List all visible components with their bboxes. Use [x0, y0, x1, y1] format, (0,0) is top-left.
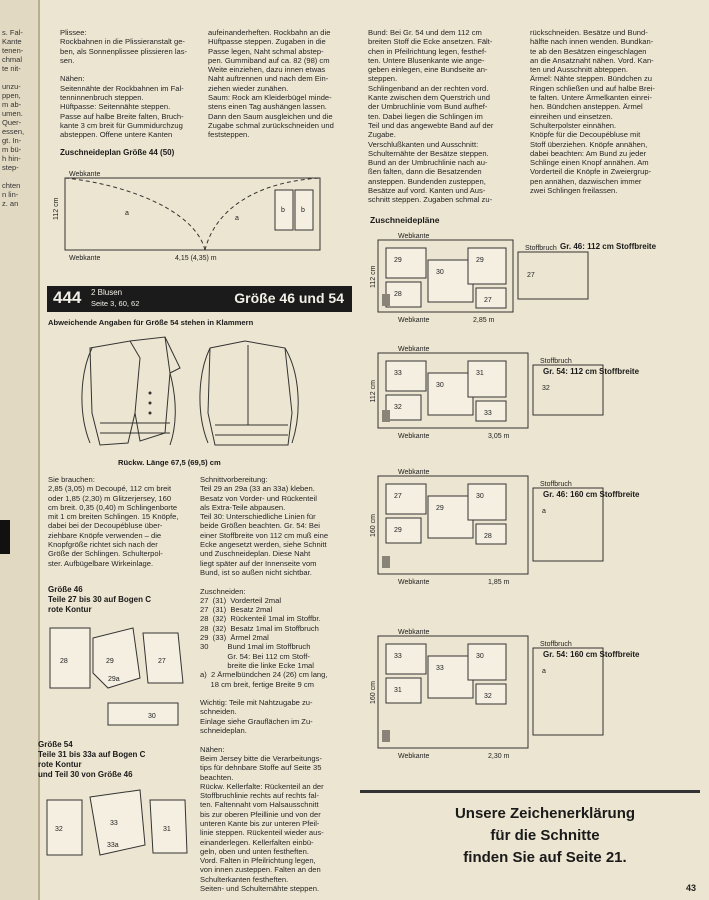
piece-label: a: [542, 508, 546, 515]
piece-label: 33a: [107, 842, 119, 849]
pattern-piece: [428, 373, 473, 415]
piece-label: 29a: [108, 676, 120, 683]
webkante-label: Webkante: [398, 753, 430, 760]
waistband-instructions: Bund: Bei Gr. 54 und dem 112 cm breiten Stoff die Ecke ansetzen. Fält- chen in Pfeilrichtung legen, festhef- ten. Untere Blusenkante wie ange- geben einlegen, eine Bundseite an- steppen. Schlingenband an der rechten vord. Kante zwischen dem Querstrich und der Umbruchlinie vom Bund aufhef- ten. Dabei liegen die Schlingen im Teil und das angewebte Band auf der Zugabe. Verschlußkanten und Ausschnitt: Schulternähte der Besätze steppen. Bund an der Umbruchlinie nach au- ßen falten, dann die Besatzenden ansteppen. Bundenden zusteppen, Besätze auf vord. Kanten und Aus- schnitt steppen. Zugaben schmal zu-: [368, 28, 494, 205]
gutter-text-line: step-: [2, 163, 19, 172]
piece-label: 30: [148, 713, 156, 720]
webkante-label: Webkante: [398, 629, 430, 636]
gutter-text-line: essen,: [2, 127, 25, 136]
pattern-piece: [386, 518, 421, 543]
interfacing-area: [382, 730, 390, 742]
plan44-side-label: 112 cm: [53, 197, 60, 220]
finishing-instructions: rückschneiden. Besätze und Bund- hälfte nach innen wenden. Bundkan- te ab den Besätzen eingeschlagen an die Ansatznaht nähen. Vord. Kan- ten und Ausschnitt abteppen. Ärmel: Nähte steppen. Bündchen zu Ringen schließen und auf halbe Brei- te falten. Untere Ärmelkanten einrei- hen. Bündchen ansteppen. Ärmel einreihen und einsetzen. Schulterpolster einnähen. Knöpfe für die Decoupébluse mit Stoff überziehen. Knöpfe annähen, dabei beachten: Am Bund zu jeder Schlinge einen Knopf annähen. Am Vorderteil die Knöpfe in Zweiergrup- pen annähen, dazwischen immer zwei Schlingen freilassen.: [530, 28, 655, 196]
plan44-measure: 4,15 (4,35) m: [175, 255, 217, 262]
piece-label: 33: [436, 665, 444, 672]
pattern-piece: [468, 484, 506, 520]
webkante-label: Webkante: [398, 433, 430, 440]
gutter-text-line: ppen,: [2, 91, 21, 100]
stoffbruch-label: Stoffbruch: [540, 358, 572, 365]
plan44-piece: b: [301, 207, 305, 214]
piece-label: 32: [542, 385, 550, 392]
plan-caption: Gr. 54: 160 cm Stoffbreite: [543, 650, 640, 659]
plan44-piece: b: [281, 207, 285, 214]
pattern-piece: [468, 248, 506, 284]
stoffbruch-label: Stoffbruch: [540, 641, 572, 648]
piece-label: 31: [394, 687, 402, 694]
page-number: 43: [686, 883, 697, 893]
side-strip: [533, 648, 603, 735]
piece-label: 29: [476, 257, 484, 264]
piece-label: 29: [436, 505, 444, 512]
size-54-contour: rote Kontur: [38, 760, 82, 769]
pattern-piece: [386, 484, 426, 514]
materials-list: Sie brauchen: 2,85 (3,05) m Decoupé, 112 cm breit oder 1,85 (2,30) m Glitzerjersey, 160 cm breit. 0,35 (0,40) m Schlingenborte mit 1 cm breiten Schlingen. 15 Knöpfe, dabei bei der Decoupébluse über- ziehbare Knöpfe verwenden – die Knopfgröße richtet sich nach der Größe der Schlingen. Schulterpol- ster. Aufbügelbare Wirkeinlage.: [48, 475, 179, 568]
pattern-pages: Seite 3, 60, 62: [91, 299, 140, 308]
stoffbruch-label: Stoffbruch: [540, 481, 572, 488]
gutter-text-line: unzu-: [2, 82, 21, 91]
pattern-piece: [428, 260, 473, 302]
plan44-webkante: Webkante: [69, 171, 101, 178]
size-46-pieces: [48, 618, 198, 733]
piece-label: a: [542, 668, 546, 675]
piece-label: 28: [484, 533, 492, 540]
gutter-text-line: chten: [2, 181, 21, 190]
fabric-length: 3,05 m: [488, 433, 510, 440]
gutter-text-line: te nit-: [2, 64, 21, 73]
pattern-sizes: Größe 46 und 54: [234, 290, 344, 306]
size-54-extra: und Teil 30 von Größe 46: [38, 770, 133, 779]
pattern-piece: [386, 395, 421, 420]
plan-caption: Gr. 54: 112 cm Stoffbreite: [543, 367, 640, 376]
piece-label: 30: [476, 653, 484, 660]
piece-label: 33: [394, 370, 402, 377]
size-54-parts: Teile 31 bis 33a auf Bogen C: [38, 750, 146, 759]
gutter-text-line: s. Fal-: [2, 28, 23, 37]
gutter-text-line: umen.: [2, 109, 23, 118]
plissee-instructions: Plissee: Rockbahnen in die Plissieranstalt ge- ben, als Sonnenplissee plissieren las- sen. Nähen: Seitennähte der Rockbahnen im Fal- tenninnenbruch steppen. Hüftpasse: Seitennähte steppen. Passe auf halbe Breite falten, Bruch- kante 3 cm breit für Gummidurchzug absteppen. Offene untere Kanten: [60, 28, 188, 140]
legend-line: finden Sie auf Seite 21.: [463, 849, 627, 866]
pattern-piece: [386, 678, 421, 703]
size-46-parts: Teile 27 bis 30 auf Bogen C: [48, 595, 151, 604]
gutter-text-line: gt. In-: [2, 136, 22, 145]
pattern-piece: [468, 644, 506, 680]
previous-page-gutter: [0, 0, 40, 900]
size-54-pieces: [45, 785, 195, 863]
gutter-text-line: m ab-: [2, 100, 22, 109]
piece-label: 28: [394, 291, 402, 298]
pattern-piece: [386, 644, 426, 674]
webkante-label: Webkante: [398, 317, 430, 324]
back-length: Rückw. Länge 67,5 (69,5) cm: [118, 458, 221, 467]
assembly-instructions: aufeinanderheften. Rockbahn an die Hüftpasse steppen. Zugaben in die Passe legen, Naht schmal abstep- pen. Gummiband auf ca. 82 (98) cm Weite einziehen, dazu innen etwas Naht auftrennen und nach dem Ein- ziehen wieder zunähen. Saum: Rock am Kleiderbügel minde- stens einen Tag aushängen lassen. Dann den Saum ausgleichen und die Zugabe schmal zurückschneiden und feststeppen.: [208, 28, 334, 140]
pattern-banner: [47, 286, 352, 312]
pattern-piece: [428, 496, 473, 538]
fabric-width: 112 cm: [370, 380, 377, 403]
pattern-piece: [386, 361, 426, 391]
gutter-text-line: Kante: [2, 37, 22, 46]
webkante-label: Webkante: [398, 346, 430, 353]
piece-label: 31: [476, 370, 484, 377]
webkante-label: Webkante: [398, 233, 430, 240]
pattern-subtitle: 2 Blusen: [91, 288, 123, 297]
piece-label: 30: [436, 382, 444, 389]
interfacing-area: [382, 294, 390, 306]
piece-label: 32: [394, 404, 402, 411]
pattern-piece: [386, 282, 421, 307]
plan-caption: Gr. 46: 160 cm Stoffbreite: [543, 490, 640, 499]
fabric-length: 2,30 m: [488, 753, 510, 760]
gutter-text-line: h hin-: [2, 154, 21, 163]
size-46-contour: rote Kontur: [48, 605, 92, 614]
webkante-label: Webkante: [398, 469, 430, 476]
stoffbruch-label: Stoffbruch: [525, 245, 557, 252]
piece-label: 29: [394, 527, 402, 534]
cutting-plans-title: Zuschneidepläne: [370, 215, 440, 225]
pattern-number: 444: [53, 288, 82, 307]
cutting-plan-3: [368, 628, 698, 774]
legend-line: Unsere Zeichenerklärung: [454, 805, 636, 822]
piece-label: 27: [527, 272, 535, 279]
fabric-width: 160 cm: [370, 681, 377, 704]
preparation-instructions: Schnittvorbereitung: Teil 29 an 29a (33 an 33a) kleben. Besatz von Vorder- und Rückenteil als Extra-Teile abpausen. Teil 30: Unterschiedliche Linien für beide Größen beachten. Gr. 54: Bei einer Stoffbreite von 112 cm muß eine Ecke angesetzt werden, siehe Schnitt und Zuschneideplan. Diese Naht liegt später auf der Innenseite vom Bund, ist so außen nicht sichtbar. Zuschneiden: 27 (31) Vorderteil 2mal 27 (31) Besatz 2mal 28 (32) Rückenteil 1mal im Stoffbr. 28 (32) Besatz 1mal im Stoffbruch 29 (33) Ärmel 2mal 30 Bund 1mal im Stoffbruch Gr. 54: Bei 112 cm Stoff- breite die linke Ecke 1mal a) 2 Ärmelbündchen 24 (26) cm lang, 18 cm breit, fertige Breite 9 cm Wichtig: Teile mit Nahtzugabe zu- schneiden. Einlage siehe Grauflächen im Zu- schneideplan. Nähen: Beim Jersey bitte die Verarbeitungs- tips für dehnbare Stoffe auf Seite 35 beachten. Rückw. Kellerfalte: Rückenteil an der Stoffbruchlinie rechts auf rechts fal- ten. Faltennaht vom Halsausschnitt bis zur oberen Pfeillinie und von der unteren Kante bis zur unteren Pfeil- linie steppen. Rückenteil wieder aus- einanderlegen. Kellerfalten einbü- geln, oben und unten festheften. Vord. Falten in Pfeilrichtung legen, von innen zusteppen. Falten an den Schulterkanten festheften. Seiten- und Schulternähte steppen.: [200, 475, 329, 894]
piece-label: 27: [394, 493, 402, 500]
plan44-webkante-bottom: Webkante: [69, 255, 101, 262]
interfacing-area: [382, 556, 390, 568]
piece-label: 27: [484, 297, 492, 304]
gutter-text-line: n lin-: [2, 190, 19, 199]
gutter-text-line: z. an: [2, 199, 19, 208]
piece-label: 33: [110, 820, 118, 827]
size-note: Abweichende Angaben für Größe 54 stehen in Klammern: [48, 318, 254, 327]
piece-label: 33: [484, 410, 492, 417]
cutting-plan-44-diagram: [55, 170, 355, 265]
legend-line: für die Schnitte: [490, 827, 600, 844]
gutter-text-line: Quer-: [2, 118, 22, 127]
piece-label: 30: [436, 269, 444, 276]
pattern-piece: [468, 361, 506, 397]
piece-label: 33: [394, 653, 402, 660]
cutting-plan-44-title: Zuschneideplan Größe 44 (50): [60, 148, 175, 157]
black-page-tab: [0, 520, 10, 554]
piece-label: 27: [158, 658, 166, 665]
gutter-text-line: m bü-: [2, 145, 22, 154]
size-46-title: Größe 46: [48, 585, 83, 594]
pattern-piece: [428, 656, 473, 698]
interfacing-area: [382, 410, 390, 422]
piece-label: 28: [60, 658, 68, 665]
fabric-length: 2,85 m: [473, 317, 495, 324]
divider: [360, 790, 700, 793]
pattern-piece: [386, 248, 426, 278]
plan44-piece: a: [125, 210, 129, 217]
gutter-text-line: tenen-: [2, 46, 24, 55]
fabric-width: 160 cm: [370, 514, 377, 537]
fabric-length: 1,85 m: [488, 579, 510, 586]
size-54-title: Größe 54: [38, 740, 73, 749]
gutter-text-line: chmal: [2, 55, 23, 64]
piece-label: 32: [55, 826, 63, 833]
piece-label: 30: [476, 493, 484, 500]
plan44-piece: a: [235, 215, 239, 222]
piece-label: 32: [484, 693, 492, 700]
piece-label: 31: [163, 826, 171, 833]
piece-label: 29: [394, 257, 402, 264]
fabric-width: 112 cm: [370, 265, 377, 288]
webkante-label: Webkante: [398, 579, 430, 586]
plan-caption: Gr. 46: 112 cm Stoffbreite: [560, 242, 657, 251]
legend-note: [395, 803, 695, 869]
piece-label: 29: [106, 658, 114, 665]
cutting-plan-1: [368, 345, 698, 454]
blouse-illustration: [70, 333, 330, 455]
cutting-plan-2: [368, 468, 698, 600]
